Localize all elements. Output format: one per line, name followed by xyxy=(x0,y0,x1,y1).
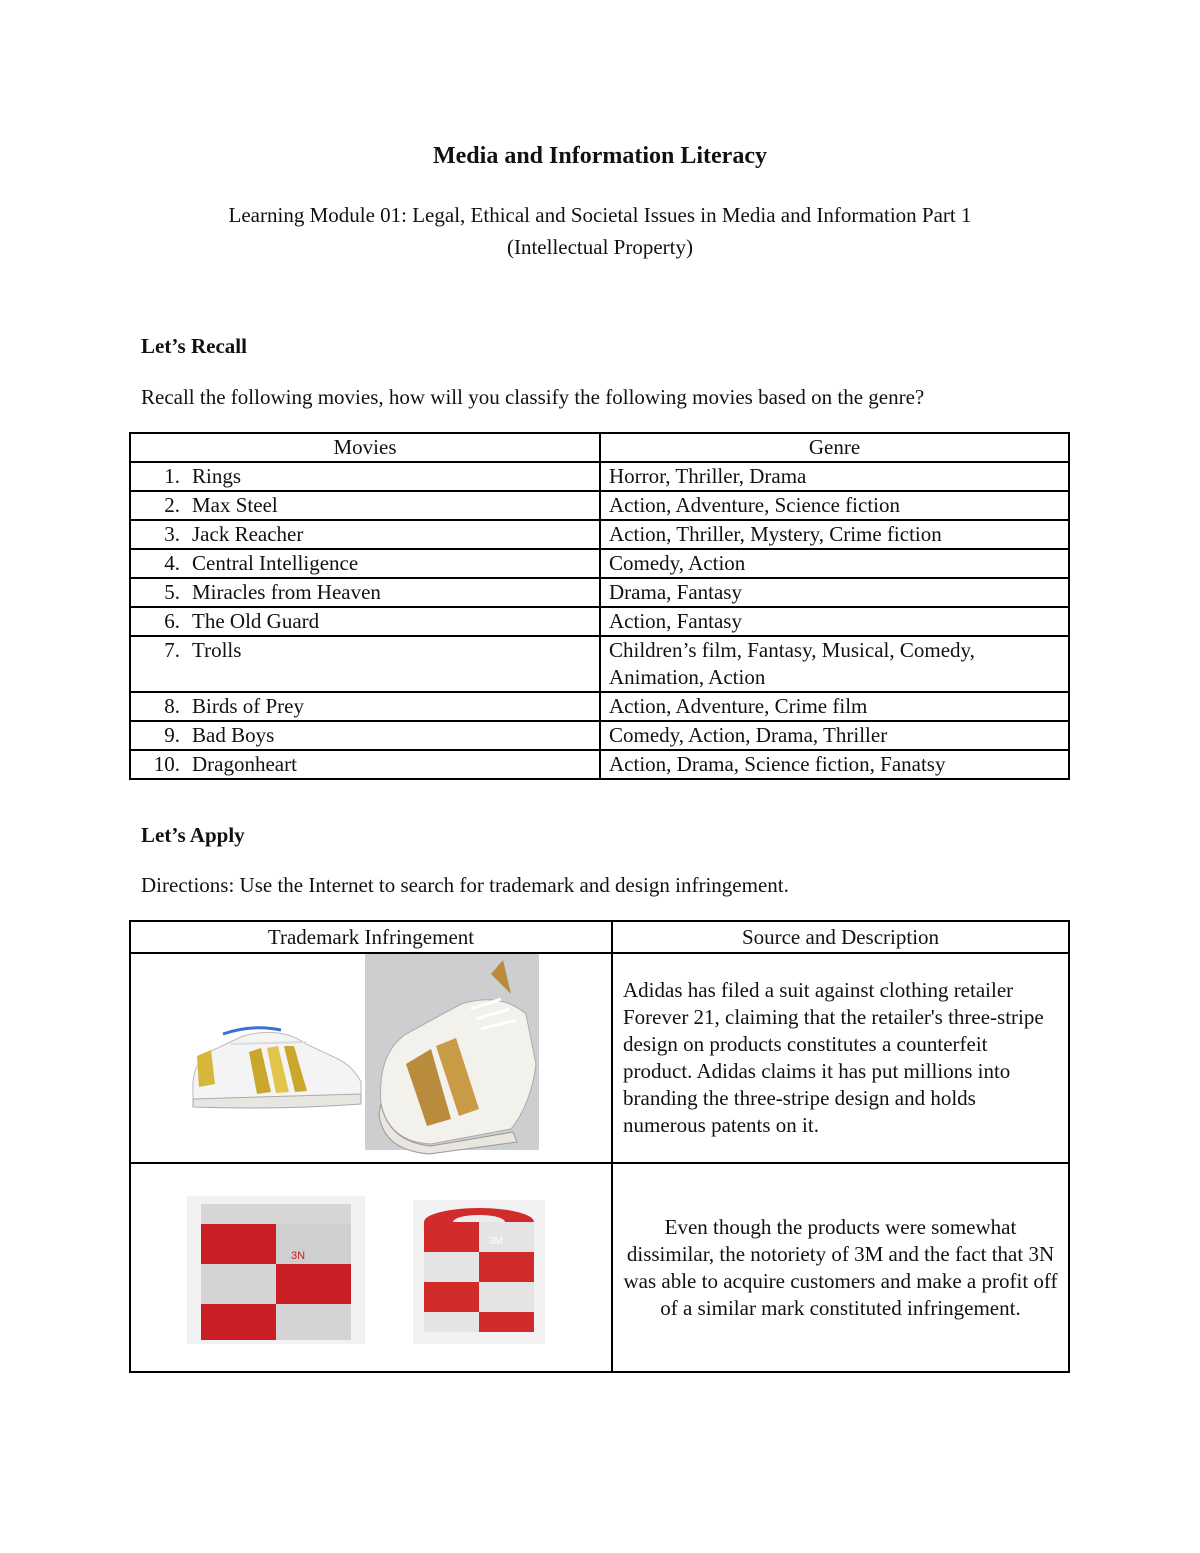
table-row xyxy=(130,607,1069,636)
sneaker-images-cell xyxy=(130,953,612,1163)
tape-left-label: 3N xyxy=(291,1250,306,1262)
table-header-row xyxy=(130,921,1069,953)
table-row xyxy=(130,750,1069,779)
movie-title: Central Intelligence xyxy=(192,551,359,575)
movie-genre: Children’s film, Fantasy, Musical, Comedy, Animation, Action xyxy=(600,636,1069,692)
table-row xyxy=(130,1163,1069,1372)
row-number: 10. xyxy=(153,752,180,776)
movie-genre: Action, Thriller, Mystery, Crime fiction xyxy=(600,520,1069,549)
movie-title: Dragonheart xyxy=(192,752,297,776)
movie-genre: Action, Adventure, Crime film xyxy=(600,692,1069,721)
table-row xyxy=(130,692,1069,721)
table-row xyxy=(130,462,1069,491)
recall-instruction: Recall the following movies, how will you classify the following movies based on the genre? xyxy=(141,385,925,409)
table-row xyxy=(130,953,1069,1163)
3m-tape-image xyxy=(413,1200,545,1344)
movie-title: Birds of Prey xyxy=(192,694,304,718)
source-header: Source and Description xyxy=(612,921,1069,953)
movie-title: The Old Guard xyxy=(192,609,320,633)
row-number: 5. xyxy=(164,580,180,604)
movie-title: Miracles from Heaven xyxy=(192,580,381,604)
adidas-description: Adidas has filed a suit against clothing retailer Forever 21, claiming that the retailer's three-stripe design on products constitutes a counterfeit product. Adidas claims it has put millions into branding the three-stripe design and holds numerous patents on it. xyxy=(612,953,1069,1163)
table-row xyxy=(130,636,1069,692)
apply-heading: Let’s Apply xyxy=(141,823,245,847)
movie-title: Rings xyxy=(192,464,242,488)
movie-genre: Action, Fantasy xyxy=(600,607,1069,636)
recall-heading: Let’s Recall xyxy=(141,334,247,358)
adidas-sneaker-image xyxy=(193,1028,361,1108)
movie-genre: Drama, Fantasy xyxy=(600,578,1069,607)
table-row xyxy=(130,578,1069,607)
movie-genre: Comedy, Action xyxy=(600,549,1069,578)
movie-title: Jack Reacher xyxy=(192,522,304,546)
movie-title: Max Steel xyxy=(192,493,278,517)
genre-header: Genre xyxy=(600,433,1069,462)
row-number: 3. xyxy=(164,522,180,546)
movie-title: Bad Boys xyxy=(192,723,275,747)
trademark-header: Trademark Infringement xyxy=(130,921,612,953)
row-number: 9. xyxy=(164,723,180,747)
movies-header: Movies xyxy=(130,433,600,462)
page-title: Media and Information Literacy xyxy=(433,143,767,169)
row-number: 7. xyxy=(164,638,180,662)
apply-directions: Directions: Use the Internet to search for trademark and design infringement. xyxy=(141,873,789,897)
row-number: 6. xyxy=(164,609,180,633)
tape-images-cell xyxy=(130,1163,612,1372)
3n-tape-image xyxy=(187,1196,365,1344)
movies-genre-table xyxy=(129,432,1070,780)
movie-genre: Action, Adventure, Science fiction xyxy=(600,491,1069,520)
module-subtitle: Learning Module 01: Legal, Ethical and Societal Issues in Media and Information Part 1 xyxy=(228,203,972,227)
movie-title: Trolls xyxy=(192,638,242,662)
module-subtitle-topic: (Intellectual Property) xyxy=(506,235,693,259)
table-row xyxy=(130,721,1069,750)
row-number: 2. xyxy=(164,493,180,517)
3m-description: Even though the products were somewhat dissimilar, the notoriety of 3M and the fact that 3N was able to acquire customers and make a profit off of a similar mark constituted infringement. xyxy=(612,1163,1069,1372)
tape-comparison-image xyxy=(131,1164,609,1371)
table-row xyxy=(130,520,1069,549)
table-header-row xyxy=(130,433,1069,462)
movie-genre: Action, Drama, Science fiction, Fanatsy xyxy=(600,750,1069,779)
row-number: 4. xyxy=(164,551,180,575)
row-number: 8. xyxy=(164,694,180,718)
tape-right-label: 3M xyxy=(489,1236,503,1247)
movie-genre: Horror, Thriller, Drama xyxy=(600,462,1069,491)
forever21-sneaker-image xyxy=(365,954,539,1154)
row-number: 1. xyxy=(164,464,180,488)
trademark-infringement-table xyxy=(129,920,1070,1373)
table-row xyxy=(130,549,1069,578)
table-row xyxy=(130,491,1069,520)
sneaker-comparison-image xyxy=(131,954,609,1162)
movie-genre: Comedy, Action, Drama, Thriller xyxy=(600,721,1069,750)
